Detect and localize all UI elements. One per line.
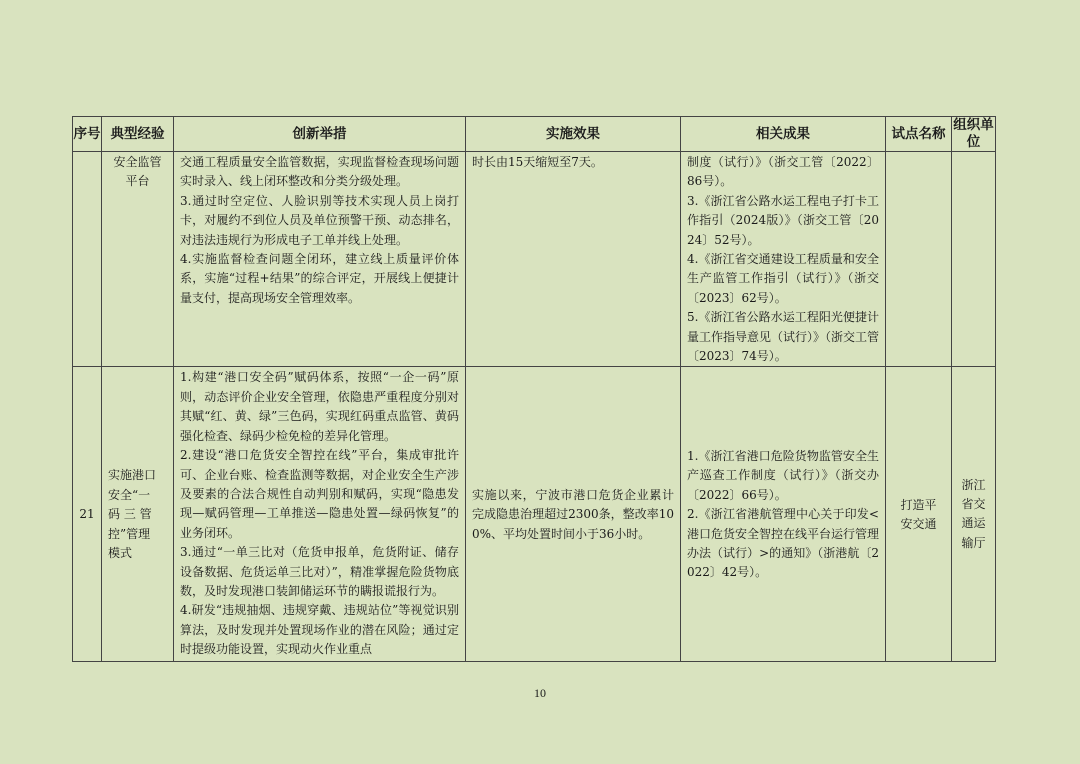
- experience-table: [72, 116, 996, 662]
- header-no: 序号: [73, 117, 102, 152]
- table-row: [73, 152, 996, 367]
- header-measures: 创新举措: [174, 117, 466, 152]
- row-effect: 实施以来，宁波市港口危货企业累计完成隐患治理超过2300条，整改率100%、平均处置时间小于36小时。: [466, 367, 681, 662]
- row-results: [681, 152, 886, 367]
- row-results: [681, 367, 886, 662]
- result-item: 制度（试行）》（浙交工管〔2022〕86号）。: [687, 155, 879, 189]
- row-org: [952, 152, 996, 367]
- measure-item: 1.构建“港口安全码”赋码体系，按照“一企一码”原则，动态评价企业安全管理，依隐患严重程度分别对其赋“红、黄、绿”三色码，实现红码重点监管、黄码强化检查、绿码少检免检的差异化管理。: [180, 370, 459, 443]
- row-experience: 实施港口 安全“一 码 三 管 控”管理 模式: [102, 367, 174, 662]
- header-pilot: 试点名称: [886, 117, 952, 152]
- measure-item: 4.研发“违规抽烟、违规穿戴、违规站位”等视觉识别算法，及时发现并处置现场作业的潜在风险；通过定时提级功能设置，实现动火作业重点: [180, 603, 459, 657]
- result-item: 5.《浙江省公路水运工程阳光便捷计量工作指导意见（试行）》（浙交工管〔2023〕74号）。: [687, 310, 880, 364]
- measure-item: 3.通过时空定位、人脸识别等技术实现人员上岗打卡，对履约不到位人员及单位预警干预、动态排名，对违法违规行为形成电子工单并线上处理。: [180, 193, 459, 247]
- result-item: 1.《浙江省港口危险货物监管安全生产巡查工作制度（试行）》（浙交办〔2022〕66号）。: [687, 449, 879, 502]
- header-effect: 实施效果: [466, 117, 681, 152]
- row-experience: 安全监管 平台: [102, 152, 174, 367]
- measure-item: 交通工程质量安全监管数据，实现监督检查现场问题实时录入、线上闭环整改和分类分级处理。: [180, 155, 459, 189]
- row-effect: 时长由15天缩短至7天。: [466, 152, 681, 367]
- table-header-row: [73, 117, 996, 152]
- row-pilot: 打造平 安交通: [886, 367, 952, 662]
- result-item: 2.《浙江省港航管理中心关于印发<港口危货安全智控在线平台运行管理办法（试行）>的通知》（浙港航〔2022〕42号）。: [687, 507, 880, 580]
- header-experience: 典型经验: [102, 117, 174, 152]
- result-item: 3.《浙江省公路水运工程电子打卡工作指引（2024版）》（浙交工管〔2024〕52号）。: [687, 193, 879, 247]
- header-org: 组织单位: [953, 117, 994, 150]
- row-measures: [174, 367, 466, 662]
- row-number: 21: [73, 367, 102, 662]
- row-org: 浙江 省交 通运 输厅: [952, 367, 996, 662]
- measure-item: 4.实施监督检查问题全闭环，建立线上质量评价体系，实施“过程+结果”的综合评定，开展线上便捷计量支付，提高现场安全管理效率。: [180, 252, 459, 305]
- header-results: 相关成果: [681, 117, 886, 152]
- measure-item: 2.建设“港口危货安全智控在线”平台，集成审批许可、企业台账、检查监测等数据，对企业安全生产涉及要素的合法合规性自动判别和赋码，实现“隐患发现—赋码管理—工单推送—隐患处置—绿码恢复”的业务闭环。: [180, 448, 459, 540]
- row-measures: [174, 152, 466, 367]
- measure-item: 3.通过“一单三比对（危货申报单，危货附证、储存设备数据、危货运单三比对）”，精准掌握危险货物底数，及时发现港口装卸储运环节的瞒报谎报行为。: [180, 545, 459, 598]
- page-number: 10: [534, 686, 546, 700]
- table-row: [73, 367, 996, 662]
- row-number: [73, 152, 102, 367]
- result-item: 4.《浙江省交通建设工程质量和安全生产监管工作指引（试行）》（浙交〔2023〕62号）。: [687, 252, 879, 305]
- row-pilot: [886, 152, 952, 367]
